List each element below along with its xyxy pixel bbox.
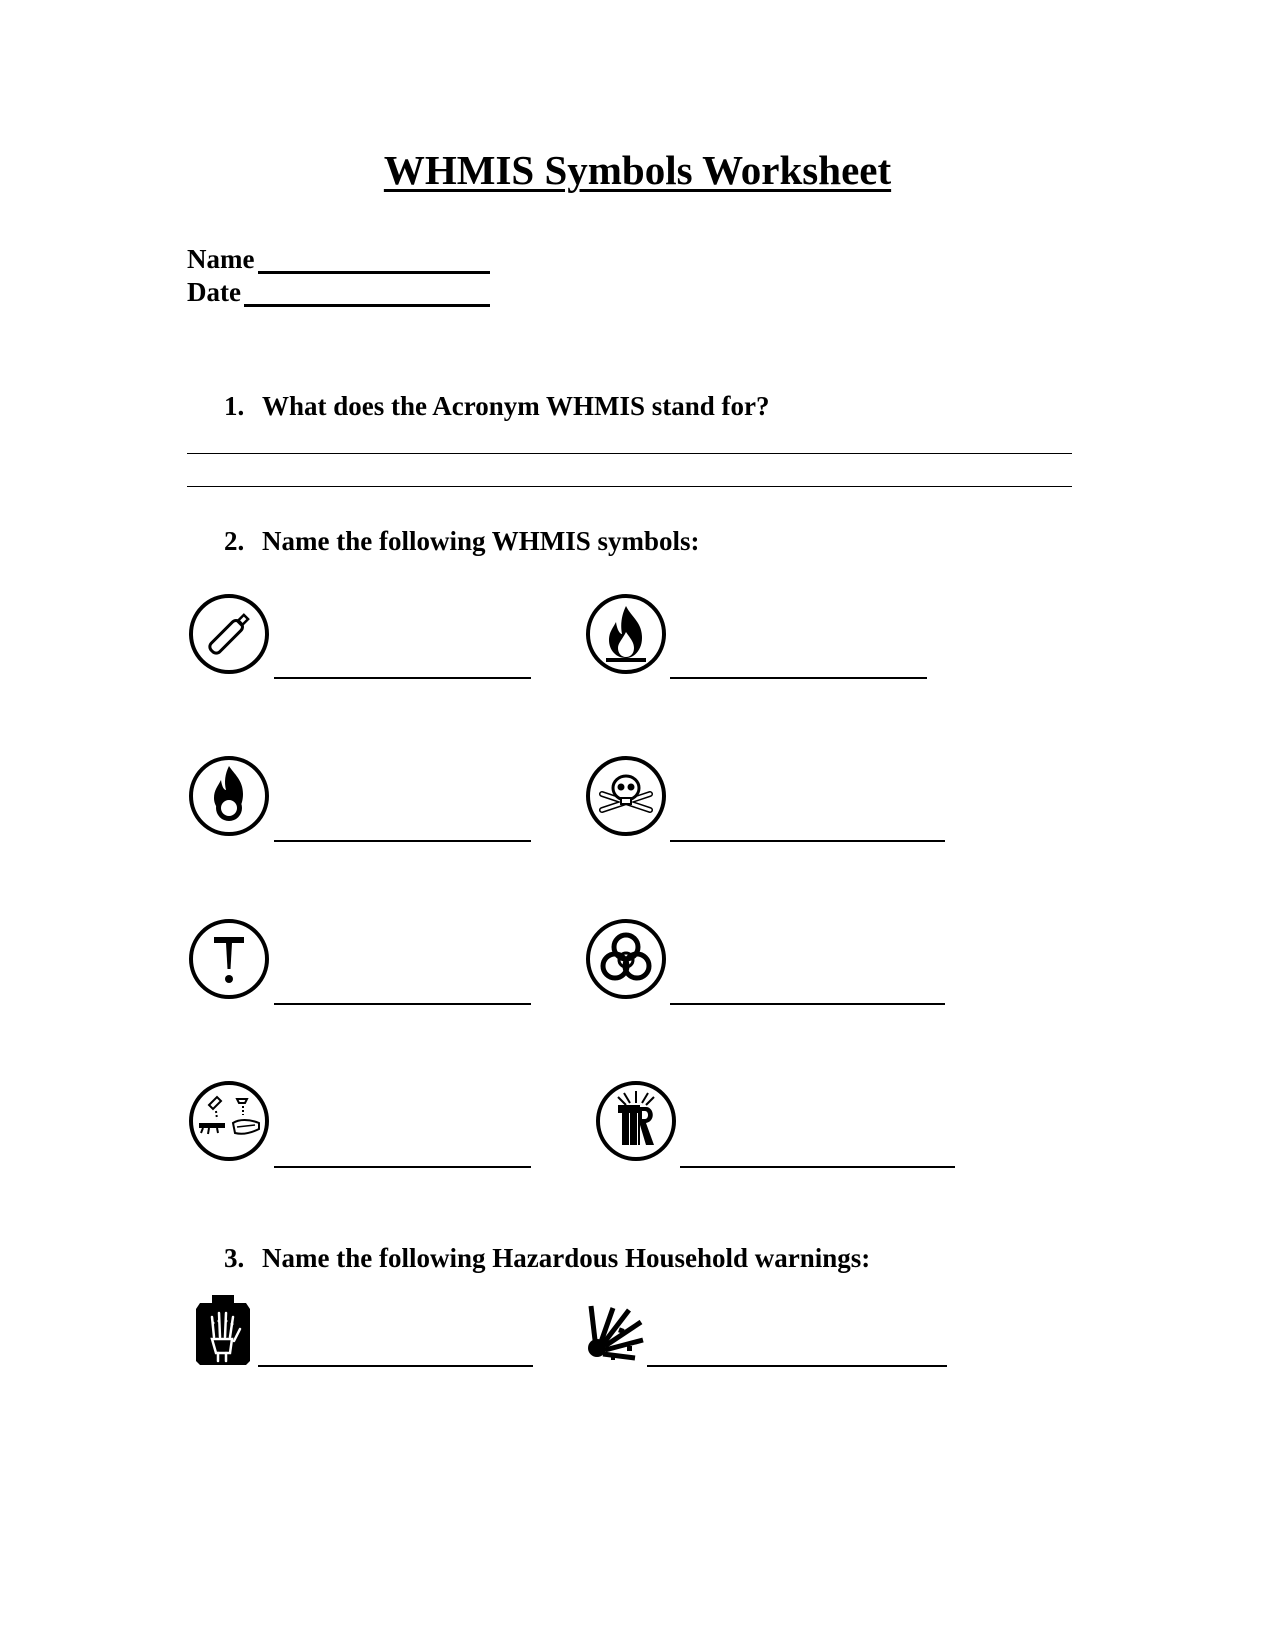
answer-toxic[interactable] (274, 1003, 531, 1005)
worksheet-title: WHMIS Symbols Worksheet (383, 147, 892, 193)
answer-biohazard[interactable] (670, 1003, 945, 1005)
dangerously-reactive-icon (594, 1079, 678, 1163)
question-text: What does the Acronym WHMIS stand for? (262, 391, 770, 421)
answer-poisonous[interactable] (670, 840, 945, 842)
answer-compressed-gas[interactable] (274, 677, 531, 679)
answer-corrosive[interactable] (274, 1166, 531, 1168)
question-number: 3. (224, 1243, 245, 1273)
name-field[interactable] (258, 271, 490, 274)
question-3 (224, 1243, 870, 1274)
answer-household-corrosive[interactable] (258, 1365, 533, 1367)
biohazard-icon (584, 917, 668, 1001)
answer-household-explosive[interactable] (647, 1365, 947, 1367)
toxic-exclamation-icon (187, 917, 271, 1001)
answer-line-1a[interactable] (187, 453, 1072, 454)
question-number: 2. (224, 526, 245, 556)
name-label: Name (187, 244, 255, 274)
question-1 (224, 391, 770, 422)
corrosive-icon (187, 1079, 271, 1163)
date-label: Date (187, 277, 241, 307)
date-field[interactable] (244, 304, 490, 307)
answer-reactive[interactable] (680, 1166, 955, 1168)
question-text: Name the following WHMIS symbols: (262, 526, 700, 556)
flammable-icon (584, 592, 668, 676)
answer-oxidizing[interactable] (274, 840, 531, 842)
corrosive-hand-icon (194, 1293, 252, 1365)
question-number: 1. (224, 391, 245, 421)
compressed-gas-icon (187, 592, 271, 676)
oxidizing-icon (187, 754, 271, 838)
question-2 (224, 526, 700, 557)
explosive-icon (583, 1300, 647, 1364)
answer-line-1b[interactable] (187, 486, 1072, 487)
poisonous-skull-icon (584, 754, 668, 838)
answer-flammable[interactable] (670, 677, 927, 679)
question-text: Name the following Hazardous Household warnings: (262, 1243, 871, 1273)
